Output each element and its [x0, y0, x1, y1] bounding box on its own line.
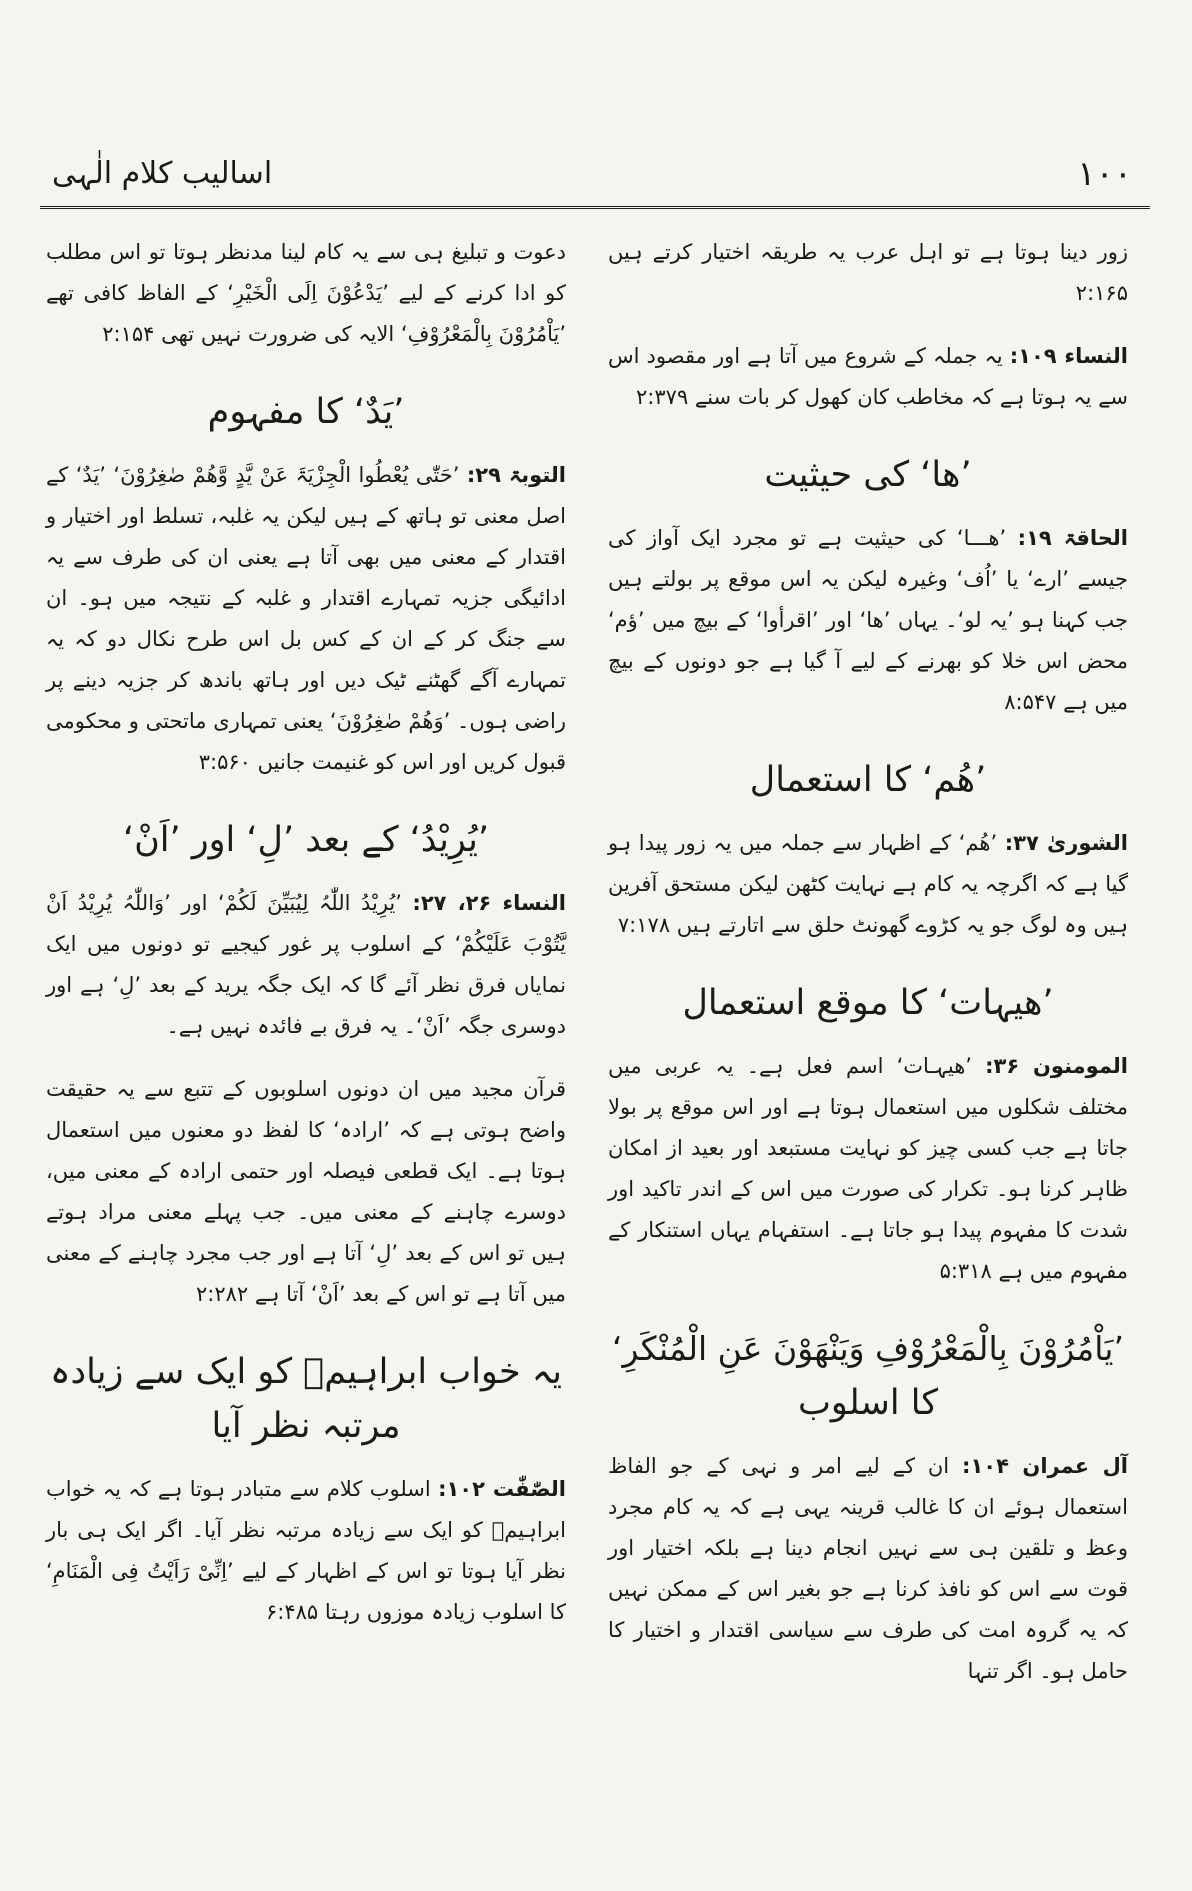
paragraph-text: ’ھـــا‘ کی حیثیت ہے تو مجرد ایک آواز کی جیسے ’ارے‘ یا ’اُف‘ وغیرہ لیکن یہ اس موقع پر بولتے ہیں جب کہنا ہو ’یہ لو‘۔ یہاں ’ھا‘ اور ’اقرأوا‘ کے بیچ میں ’ؤم‘ محض اس خلا کو بھرنے کے لیے آ گیا ہے جو دونوں کے بیچ میں ہے ۸:۵۴۷ — [608, 526, 1128, 714]
paragraph-text: ’یُرِیْدُ اللّٰہُ لِیُبَیِّنَ لَکُمْ‘ اور ’وَاللّٰہُ یُرِیْدُ اَنْ یَّتُوْبَ عَلَیْکُمْ‘ کے اسلوب پر غور کیجیے تو دونوں میں ایک نمایاں فرق نظر آئے گا کہ ایک جگہ یرید کے بعد ’لِ‘ ہے اور دوسری جگہ ’اَنْ‘۔ یہ فرق بے فائدہ نہیں ہے۔ — [46, 891, 566, 1038]
verse-reference: النساء ۱۰۹: — [1009, 344, 1128, 368]
verse-reference: النساء ۲۶، ۲۷: — [412, 891, 566, 915]
section-heading: ’یُرِیْدُ‘ کے بعد ’لِ‘ اور ’اَنْ‘ — [122, 820, 490, 860]
paragraph — [608, 823, 1128, 946]
verse-reference: الصّٰفّٰت ۱۰۲: — [438, 1477, 567, 1501]
paragraph — [46, 1469, 566, 1633]
paragraph-text: یہ جملہ کے شروع میں آتا ہے اور مقصود اس سے یہ ہوتا ہے کہ مخاطب کان کھول کر بات سنے ۲:۳۷۹ — [608, 344, 1128, 409]
section-heading: ’یَدٌ‘ کا مفہوم — [207, 392, 405, 432]
paragraph — [608, 518, 1128, 723]
verse-reference: الحاقۃ ۱۹: — [1017, 526, 1128, 550]
book-title: اسالیب کلام الٰہی — [52, 156, 273, 191]
paragraph-text: ’ھُم‘ کے اظہار سے جملہ میں یہ زور پیدا ہو گیا ہے کہ اگرچہ یہ کام ہے نہایت کٹھن لیکن مستحق آفرین ہیں وہ لوگ جو یہ کڑوے گھونٹ حلق سے اتارتے ہیں ۷:۱۷۸ — [608, 831, 1128, 937]
section-heading: ’ھا‘ کی حیثیت — [764, 455, 972, 495]
paragraph: قرآن مجید میں ان دونوں اسلوبوں کے تتبع سے یہ حقیقت واضح ہوتی ہے کہ ’ارادہ‘ کا لفظ دو معنوں میں استعمال ہوتا ہے۔ ایک قطعی فیصلہ اور حتمی ارادہ کے معنی میں، دوسرے چاہنے کے معنی میں۔ جب پہلے معنی مراد ہوتے ہیں تو اس کے بعد ’لِ‘ آتا ہے اور جب مجرد چاہنے کے معنی میں آتا ہے تو اس کے بعد ’اَنْ‘ آتا ہے ۲:۲۸۲ — [46, 1077, 566, 1306]
section-heading: یہ خواب ابراہیمؑ کو ایک سے زیادہ مرتبہ نظر آیا — [49, 1352, 563, 1446]
section-heading: ’ھیہات‘ کا موقع استعمال — [682, 983, 1054, 1023]
running-header — [40, 150, 1150, 209]
paragraph-text: ان کے لیے امر و نہی کے جو الفاظ استعمال ہوئے ان کا غالب قرینہ یہی ہے کہ یہ کام مجرد وعظ و تلقین ہی سے نہیں انجام دینا ہے بلکہ اختیار اور قوت سے اس کو نافذ کرنا ہے جو بغیر اس کے ممکن نہیں کہ یہ گروہ امت کی طرف سے سیاسی اقتدار و اختیار کا حامل ہو۔ اگر تنہا — [608, 1454, 1128, 1683]
verse-reference: التوبۃ ۲۹: — [466, 463, 566, 487]
page-number: ۱۰۰ — [1077, 154, 1132, 194]
paragraph — [46, 455, 566, 783]
paragraph: دعوت و تبلیغ ہی سے یہ کام لینا مدنظر ہوتا تو اس مطلب کو ادا کرنے کے لیے ’یَدْعُوْنَ اِلَی الْخَیْرِ‘ کے الفاظ کافی تھے ’یَاْمُرُوْنَ بِالْمَعْرُوْفِ‘ الایہ کی ضرورت نہیں تھی ۲:۱۵۴ — [46, 240, 566, 346]
right-column — [608, 232, 1128, 1714]
paragraph: زور دینا ہوتا ہے تو اہل عرب یہ طریقہ اختیار کرتے ہیں ۲:۱۶۵ — [608, 240, 1128, 305]
paragraph — [46, 883, 566, 1047]
paragraph-text: اسلوب کلام سے متبادر ہوتا ہے کہ یہ خواب ابراہیمؑ کو ایک سے زیادہ مرتبہ نظر آیا۔ اگر ایک ہی بار نظر آیا ہوتا تو اس کے اظہار کے لیے ’اِنِّیْ رَاَیْتُ فِی الْمَنَامِ‘ کا اسلوب زیادہ موزوں رہتا ۶:۴۸۵ — [46, 1477, 566, 1624]
section-heading-continued: کا اسلوب — [797, 1383, 939, 1423]
section-heading: ’ھُم‘ کا استعمال — [749, 760, 987, 800]
verse-reference: الشوریٰ ۳۷: — [1004, 831, 1129, 855]
paragraph — [608, 1446, 1128, 1692]
verse-reference: المومنون ۳۶: — [985, 1054, 1128, 1078]
paragraph-text: ’حَتّٰی یُعْطُوا الْجِزْیَۃَ عَنْ یَّدٍ وَّھُمْ صٰغِرُوْنَ‘ ’یَدٌ‘ کے اصل معنی تو ہاتھ کے ہیں لیکن یہ غلبہ، تسلط اور اختیار و اقتدار کے معنی میں بھی آتا ہے یعنی ان کی طرف سے یہ ادائیگی جزیہ تمہارے اقتدار و غلبہ کے نتیجہ میں ہو۔ ان سے جنگ کر کے ان کے کس بل اس طرح نکال دو کہ یہ تمہارے آگے گھٹنے ٹیک دیں اور ہاتھ باندھ کر جزیہ دینے پر راضی ہوں۔ ’وَھُمْ صٰغِرُوْنَ‘ یعنی تمہاری ماتحتی و محکومی قبول کریں اور اس کو غنیمت جانیں ۳:۵۶۰ — [46, 463, 566, 774]
section-heading: ’یَاْمُرُوْنَ بِالْمَعْرُوْفِ وَیَنْھَوْنَ عَنِ الْمُنْکَرِ‘ — [612, 1329, 1124, 1368]
paragraph-text: ’ھیہـات‘ اسم فعل ہے۔ یہ عربی میں مختلف شکلوں میں استعمال ہوتا ہے اور اس موقع پر بولا جاتا ہے جب کسی چیز کو نہایت مستبعد اور بعید از امکان ظاہر کرنا ہو۔ تکرار کی صورت میں اس کے اندر تاکید اور شدت کا مفہوم پیدا ہو جاتا ہے۔ استفہام یہاں استنکار کے مفہوم میں ہے ۵:۳۱۸ — [608, 1054, 1128, 1283]
paragraph — [608, 1046, 1128, 1292]
verse-reference: آل عمران ۱۰۴: — [962, 1454, 1129, 1478]
left-column — [46, 232, 566, 1655]
paragraph — [608, 336, 1128, 418]
